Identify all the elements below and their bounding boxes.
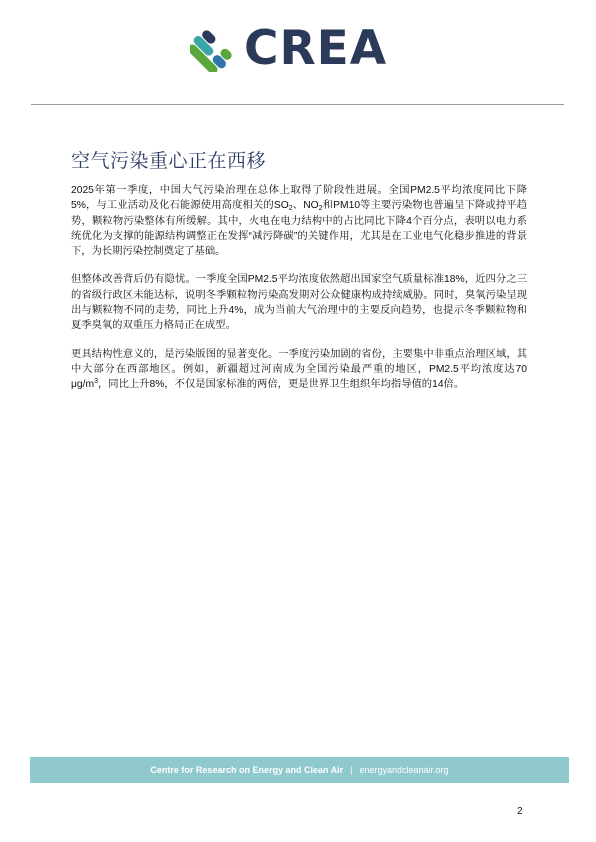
paragraph-text: 和PM10等主要污染物也普遍呈下降或持平趋势，颗粒物污染整体有所缓解。其中，火电在电力结构中的占比同比下降4个百分点，表明以电力系统优化为支撑的能源结构调整正在发挥“减污降碳”的关键作用，尤其是在工业电气化稳步推进的背景下，为长期污染控制奠定了基础。 [71,200,528,258]
paragraph [71,272,527,333]
header-divider [31,104,564,105]
footer-org-name: Centre for Research on Energy and Clean Air [150,765,344,775]
article-body [71,183,527,406]
page-title: 空气污染重心正在西移 [71,151,267,172]
page-number: 2 [517,806,523,817]
paragraph-text: 2025年第一季度，中国大气污染治理在总体上取得了阶段性进展。全国PM2.5平均浓度同比下降5%，与工业活动及化石能源使用高度相关的SO [71,185,527,212]
logo-wordmark: CREA [244,21,388,76]
paragraph [71,347,527,393]
paragraph [71,183,527,259]
paragraph-text: 更具结构性意义的，是污染版图的显著变化。一季度污染加剧的省份，主要集中非重点治理区域，其中大部分在西部地区。例如，新疆超过河南成为全国污染最严重的地区，PM2.5平均浓度达70 μg/m [71,348,527,391]
paragraph-text: 但整体改善背后仍有隐忧。一季度全国PM2.5平均浓度依然超出国家空气质量标准18%，近四分之三的省级行政区未能达标，说明冬季颗粒物污染高发期对公众健康构成持续威胁。同时，臭氧污染呈现出与颗粒物不同的走势，同比上升4%，成为当前大气治理中的主要反向趋势，也提示冬季颗粒物和夏季臭氧的双重压力格局正在成型。 [71,274,527,332]
paragraph-text: 、NO [292,200,319,212]
footer-separator: | [350,765,353,775]
footer-bar [30,757,569,783]
subscript: 2 [318,205,323,213]
subscript: 2 [288,205,293,213]
crea-logo-icon [190,26,236,72]
paragraph-text: ，同比上升8%，不仅是国家标准的两倍，更是世界卫生组织年均指导值的14倍。 [98,379,465,391]
page-header [0,0,596,106]
superscript: 3 [94,378,99,386]
footer-website-link[interactable]: energyandcleanair.org [359,765,449,775]
